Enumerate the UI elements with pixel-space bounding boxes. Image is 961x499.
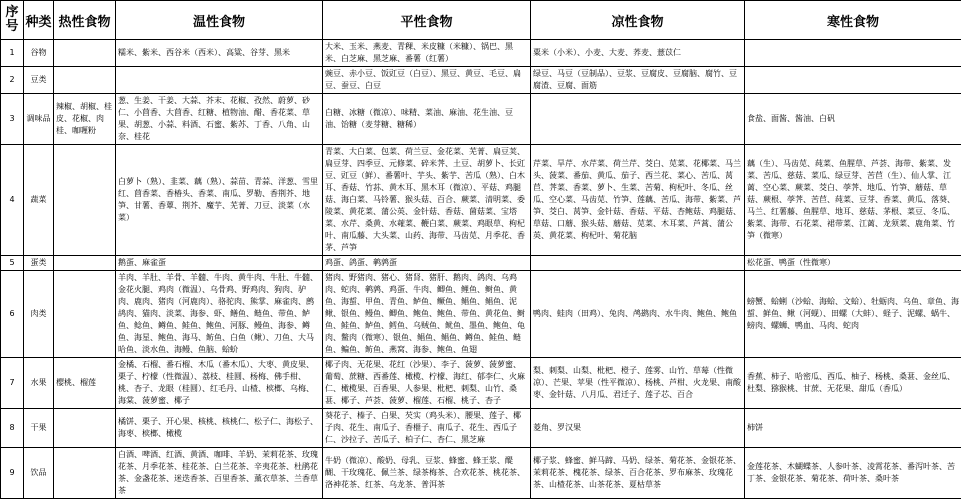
row-warm: 糯米、紫米、西谷米（西米）、高粱、谷芽、黑米 bbox=[116, 40, 323, 67]
row-hot bbox=[54, 409, 116, 448]
table-row-fruits bbox=[1, 358, 961, 409]
row-hot bbox=[54, 145, 116, 256]
row-hot bbox=[54, 40, 116, 67]
row-warm: 羊肉、羊肚、羊骨、羊髓、牛肉、黄牛肉、牛肚、牛髓、金花火腿、鸡肉（微温）、乌骨鸡、野鸡肉、狗肉、驴肉、鹿肉、猪肉（河鹿肉）、骆驼肉、熊掌、麻雀肉、鹧鸪肉、猫肉、淡菜、海参、虾、鳝鱼、鲢鱼、带鱼、鲈鱼、鲶鱼、鳟鱼、鲑鱼、鲍鱼、河豚、鳗鱼、海参、鳟鱼、海星、鲍鱼、海马、鲂鱼、白鱼（鳅）、刀鱼、大马哈鱼、淡水鱼、海鳗、鱼脑、蛤蚧 bbox=[116, 271, 323, 358]
table-row-grains bbox=[1, 40, 961, 67]
row-kind: 蛋类 bbox=[24, 256, 54, 271]
row-hot: 樱桃、榴莲 bbox=[54, 358, 116, 409]
row-cool: 粟米（小米）、小麦、大麦、荞麦、薏苡仁 bbox=[531, 40, 745, 67]
row-hot bbox=[54, 256, 116, 271]
row-warm: 葱、生姜、干姜、大蒜、芥末、花椒、孜然、蔚萝、砂仁、小茴香、大茴香、红糖、植物油、醋、香花菜、草果、胡葱、小蒜、料酒、石蜜、紫苏、丁香、八角、山奈、桂花 bbox=[116, 94, 323, 145]
row-warm: 白萝卜（熟）、韭菜、藕（熟）、蒜苗、青蒜、洋葱、雪里红、茴香菜、香椿头、香菜、南瓜、罗勒、香荆芥、地笋、甘薯、香蕈、荆芥、魔芋、芜菁、刀豆、淡菜（水菜） bbox=[116, 145, 323, 256]
row-kind: 水果 bbox=[24, 358, 54, 409]
header-hot: 热性食物 bbox=[54, 1, 116, 40]
header-cold: 寒性食物 bbox=[745, 1, 961, 40]
table-row-beans bbox=[1, 67, 961, 94]
row-cold: 香蕉、柿子、哈密瓜、西瓜、柚子、杨桃、桑葚、金丝瓜、杜梨、猕猴桃、甘蔗、无花果、甜瓜（香瓜） bbox=[745, 358, 961, 409]
row-neutral: 豌豆、赤小豆、饭豇豆（白豆）、黑豆、黄豆、毛豆、扁豆、蚕豆、白豆 bbox=[323, 67, 531, 94]
row-cold: 藕（生）、马齿苋、莼菜、鱼腥草、芦荟、海带、紫菜、发菜、苦瓜、慈菇、菜瓜、绿豆芽、苦苣（生）、仙人掌、江蓠、空心菜、蕨菜、茭白、荸荠、地瓜、竹笋、蘑菇、草菇、蕨根、荸荠、苦苣、莼菜、豆芽、香菜、黄瓜、落葵、马兰、红薯藤、鱼腥草、地耳、慈菇、茅根、菜豆、冬瓜、紫菜、海带、石花菜、裙带菜、江蓠、龙须菜、鹿角菜、竹笋（微寒） bbox=[745, 145, 961, 256]
row-kind: 肉类 bbox=[24, 271, 54, 358]
row-cold bbox=[745, 67, 961, 94]
row-hot bbox=[54, 448, 116, 499]
row-neutral: 葵花子、榛子、白果、芡实（鸡头米）、腰果、莲子、椰子肉、花生、南瓜子、香榧子、南瓜子、花生、西瓜子仁、沙拉子、苦瓜子、柏子仁、杏仁、黑芝麻 bbox=[323, 409, 531, 448]
row-kind: 豆类 bbox=[24, 67, 54, 94]
row-hot bbox=[54, 271, 116, 358]
header-num bbox=[1, 1, 24, 40]
row-num: 6 bbox=[1, 271, 24, 358]
header-neutral: 平性食物 bbox=[323, 1, 531, 40]
header-warm: 温性食物 bbox=[116, 1, 323, 40]
row-cool: 菱角、罗汉果 bbox=[531, 409, 745, 448]
table-row-nuts bbox=[1, 409, 961, 448]
row-kind: 蔬菜 bbox=[24, 145, 54, 256]
row-num: 9 bbox=[1, 448, 24, 499]
row-neutral: 椰子肉、无花果、花红（沙果）、李子、菠萝、菠萝蜜、葡萄、蔗糖、西番莲、橄榄、柠檬、海红、郁李仁、火麻仁、橄榄果、百香果、人参果、枇杷、刺梨、山竹、桑葚、椰子、芦荟、菠萝、榴莲、石榴、桃子、杏子 bbox=[323, 358, 531, 409]
row-cold: 螃蟹、蛤蜊（沙蛤、海蛤、文蛤）、牡蛎肉、乌鱼、章鱼、海蜇、鲜鱼、鳅（河蚬）、田螺（大蚌）、蛏子、泥螺、蜗牛、螃肉、螺蛳、鸭血、马肉、蛇肉 bbox=[745, 271, 961, 358]
row-neutral: 猪肉、野猪肉、猪心、猪肾、猪肝、鹅肉、鸽肉、乌鸡肉、蛇肉、鹌鹑、鸡蛋、牛肉、鲫鱼、鲤鱼、鲥鱼、黄鱼、海蜇、甲鱼、青鱼、鲈鱼、鳜鱼、鲳鱼、鲳鱼、泥鳅、银鱼、鳗鱼、鲫鱼、鲍鱼、鲍鱼、带鱼、黄花鱼、鲥鱼、鲑鱼、鲈鱼、鳕鱼、乌贼鱼、鱿鱼、墨鱼、鲍鱼、龟肉、鳖肉（微寒）、银鱼、鲳鱼、鲳鱼、鳟鱼、鲑鱼、鲢鱼、鳊鱼、鲂鱼、燕窝、海参、鲍鱼、鱼翅 bbox=[323, 271, 531, 358]
row-cold: 金莲花茶、木蝴蝶茶、人参叶茶、凌霄花茶、番泻叶茶、苦丁茶、金银花茶、菊花茶、荷叶茶、桑叶茶 bbox=[745, 448, 961, 499]
row-kind: 谷物 bbox=[24, 40, 54, 67]
row-cool: 鸭肉、蛙肉（田鸡）、兔肉、鸬鹚肉、水牛肉、鲍鱼、鲍鱼 bbox=[531, 271, 745, 358]
row-warm bbox=[116, 67, 323, 94]
row-neutral: 大米、玉米、燕麦、青稞、米皮糠（米糠）、锅巴、黑米、白芝麻、黑芝麻、番薯（红薯） bbox=[323, 40, 531, 67]
header-kind: 种类 bbox=[24, 1, 54, 40]
row-cold: 柿饼 bbox=[745, 409, 961, 448]
row-num: 5 bbox=[1, 256, 24, 271]
header-row bbox=[1, 1, 961, 40]
row-cold: 食盐、面酱、酱油、白矾 bbox=[745, 94, 961, 145]
row-hot bbox=[54, 67, 116, 94]
row-warm: 白酒、啤酒、红酒、黄酒、咖啡、羊奶、茉莉花茶、玫瑰花茶、月季花茶、桂花茶、白兰花茶、辛夷花茶、杜鹃花茶、金盏花茶、迷迭香茶、百里香茶、薰衣草茶、兰香草茶 bbox=[116, 448, 323, 499]
row-num: 3 bbox=[1, 94, 24, 145]
row-cool: 梨、刺梨、山梨、枇杷、橙子、莲雾、山竹、草莓（性微凉）、芒果、苹果（性平微凉）、杨桃、芦柑、火龙果、南酸枣、金针菇、八月瓜、君迁子、莲子芯、百合 bbox=[531, 358, 745, 409]
row-kind: 干果 bbox=[24, 409, 54, 448]
header-num-line2: 号 bbox=[1, 20, 23, 34]
table-row-eggs bbox=[1, 256, 961, 271]
row-num: 4 bbox=[1, 145, 24, 256]
row-cool bbox=[531, 94, 745, 145]
row-neutral: 白糖、冰糖（微凉）、味精、菜油、麻油、花生油、豆油、饴糖（麦芽糖、糖稀） bbox=[323, 94, 531, 145]
row-cool: 芹菜、旱芹、水芹菜、荷兰芹、茭白、苋菜、花椰菜、马兰头、菠菜、番茄、黄瓜、茄子、西兰花、菜心、苦瓜、莴苣、荠菜、香菜、萝卜、生菜、苦菊、枸杞叶、冬瓜、丝瓜、空心菜、马齿苋、竹笋、莲藕、苦瓜、海带、紫菜、芦笋、茭白、莴笋、金针菇、香菇、平菇、杏鲍菇、鸡腿菇、草菇、口蘑、猴头菇、蘑菇、苋菜、木耳菜、芦蒿、蒲公英、黄花菜、枸杞叶、菊花脑 bbox=[531, 145, 745, 256]
row-neutral: 青菜、大白菜、包菜、荷兰豆、金花菜、芜菁、扁豆荚、扁豆芽、四季豆、元修菜、碎米荠、土豆、胡萝卜、长豇豆、豇豆（鲜）、番薯叶、芋头、紫芋、苦瓜（熟）、白木耳、香菇、竹荪、黄木耳、黑木耳（微凉）、平菇、鸡腿菇、海白菜、马铃薯、猴头菇、百合、蕨菜、清明菜、委陵菜、黄花菜、蒲公英、金针菇、香菇、菌菇菜、宝塔菜、水芹、桑黄、水蕹菜、鞭白菜、蕨菜、鸡眼草、枸杞叶、南瓜藤、大头菜、山药、海带、马齿苋、月季花、香茅、芦笋 bbox=[323, 145, 531, 256]
table-row-meat bbox=[1, 271, 961, 358]
row-warm: 鹅蛋、麻雀蛋 bbox=[116, 256, 323, 271]
header-num-line1: 序 bbox=[1, 6, 23, 20]
table-row-drinks bbox=[1, 448, 961, 499]
row-neutral: 牛奶（微凉）、酸奶、母乳、豆浆、蜂蜜、蜂王浆、醍醐、干玫瑰花、佩兰茶、绿茶梅茶、合欢花茶、桃花茶、洛神花茶、红茶、乌龙茶、普洱茶 bbox=[323, 448, 531, 499]
row-hot: 辣椒、胡椒、桂皮、花椒、肉桂、咖喱粉 bbox=[54, 94, 116, 145]
row-kind: 调味品 bbox=[24, 94, 54, 145]
row-cool: 绿豆、马豆（豆制品）、豆浆、豆腐皮、豆腐脑、腐竹、豆腐渣、豆腐、面筋 bbox=[531, 67, 745, 94]
row-num: 2 bbox=[1, 67, 24, 94]
row-num: 1 bbox=[1, 40, 24, 67]
row-cool bbox=[531, 256, 745, 271]
row-neutral: 鸡蛋、鸽蛋、鹌鹑蛋 bbox=[323, 256, 531, 271]
row-num: 8 bbox=[1, 409, 24, 448]
row-cold: 松花蛋、鸭蛋（性微寒） bbox=[745, 256, 961, 271]
table-row-seasonings bbox=[1, 94, 961, 145]
row-cold bbox=[745, 40, 961, 67]
header-cool: 凉性食物 bbox=[531, 1, 745, 40]
row-kind: 饮品 bbox=[24, 448, 54, 499]
row-warm: 金橘、石榴、番石榴、木瓜（番木瓜）、大枣、黄皮果、栗子、柠檬（性微温）、荔枝、桂圆、杨梅、佛手柑、桃、杏子、龙眼（桂圆）、红毛丹、山楂、槟榔、乌梅、海棠、菠萝蜜、椰子 bbox=[116, 358, 323, 409]
row-num: 7 bbox=[1, 358, 24, 409]
table-row-vegetables bbox=[1, 145, 961, 256]
row-warm: 橘饼、栗子、开心果、核桃、核桃仁、松子仁、海松子、海枣、槟榔、橄榄 bbox=[116, 409, 323, 448]
row-cool: 椰子浆、蜂蜜、鲜马蹄、马奶、绿茶、菊花茶、金银花茶、茉莉花茶、槐花茶、绿茶、百合花茶、罗布麻茶、玫瑰花茶、山楂花茶、山茶花茶、夏枯草茶 bbox=[531, 448, 745, 499]
